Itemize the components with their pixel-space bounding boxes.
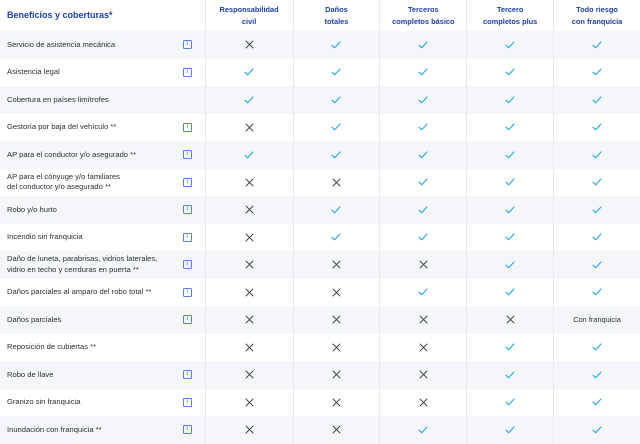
info-icon[interactable]: i [183,315,192,324]
check-icon [331,68,341,76]
check-icon [505,398,515,406]
row-label: Inundación con franquicia ** [7,424,102,434]
check-icon [331,123,341,131]
check-icon [592,371,602,379]
info-icon[interactable]: i [183,150,192,159]
info-icon[interactable]: i [183,205,192,214]
cross-icon [332,315,341,324]
check-icon [592,206,602,214]
cross-icon [332,398,341,407]
cross-icon [245,123,254,132]
column-header: Tercero completos plus [466,0,553,31]
table-body [0,31,640,444]
check-icon [505,261,515,269]
cross-icon [245,233,254,242]
check-icon [592,398,602,406]
check-icon [331,233,341,241]
cross-icon [332,178,341,187]
table-header [0,0,640,31]
info-icon[interactable]: i [183,370,192,379]
cross-icon [332,343,341,352]
check-icon [418,41,428,49]
check-icon [592,261,602,269]
check-icon [505,96,515,104]
row-label: Cobertura en países limítrofes [7,94,109,104]
info-icon[interactable]: i [183,425,192,434]
row-label: Daño de luneta, parabrisas, vidrios laterales, vidrio en techo y cerrduras en puerta ** [7,254,158,274]
table-row [0,86,640,114]
check-icon [592,343,602,351]
check-icon [592,41,602,49]
row-label: AP para el conductor y/o asegurado ** [7,149,137,159]
table-row [0,416,640,444]
check-icon [592,233,602,241]
row-label: Gestoría por baja del vehículo ** [7,122,117,131]
cross-icon [419,315,428,324]
check-icon [331,206,341,214]
cross-icon [332,370,341,379]
table-row [0,306,640,334]
check-icon [505,41,515,49]
check-icon [331,41,341,49]
table-row [0,279,640,307]
check-icon [592,68,602,76]
cross-icon [245,40,254,49]
row-label: Reposición de cubiertas ** [7,342,97,351]
check-icon [592,426,602,434]
info-icon[interactable]: i [183,68,192,77]
row-label: Daños parciales al amparo del robo total ** [7,287,152,296]
check-icon [418,206,428,214]
cross-icon [332,425,341,434]
table-title: Beneficios y coberturas* [7,10,113,21]
check-icon [592,96,602,104]
table-row [0,251,640,279]
check-icon [505,206,515,214]
check-icon [505,343,515,351]
cross-icon [245,288,254,297]
check-icon [592,178,602,186]
check-icon [505,68,515,76]
cross-icon [419,260,428,269]
table-row [0,141,640,169]
cross-icon [245,178,254,187]
check-icon [418,233,428,241]
check-icon [244,151,254,159]
table-row [0,389,640,417]
cross-icon [245,425,254,434]
check-icon [505,371,515,379]
cross-icon [419,398,428,407]
column-header: Responsabilidad civil [205,0,293,31]
table-row [0,59,640,87]
table-row [0,114,640,142]
column-header: Daños totales [293,0,380,31]
row-label: Asistencia legal [7,67,60,76]
cross-icon [245,315,254,324]
check-icon [418,426,428,434]
table-row [0,334,640,362]
cross-icon [332,288,341,297]
check-icon [592,151,602,159]
info-icon[interactable]: i [183,260,192,269]
column-header: Todo riesgo con franquicia [553,0,640,31]
table-row [0,361,640,389]
check-icon [505,178,515,186]
check-icon [505,233,515,241]
info-icon[interactable]: i [183,233,192,242]
cross-icon [419,343,428,352]
check-icon [418,123,428,131]
row-label: AP para el cónyuge y/o familiares del conductor y/o asegurado ** [7,171,120,192]
check-icon [244,96,254,104]
info-icon[interactable]: i [183,123,192,132]
check-icon [505,288,515,296]
check-icon [505,426,515,434]
check-icon [331,96,341,104]
info-icon[interactable]: i [183,288,192,297]
check-icon [418,288,428,296]
row-label: Incendio sin franquicia [7,232,83,241]
check-icon [418,178,428,186]
table-row [0,224,640,252]
check-icon [592,123,602,131]
info-icon[interactable]: i [183,398,192,407]
row-label: Robo de llave [7,369,54,379]
row-label: Robo y/o hurto [7,204,57,214]
cross-icon [419,370,428,379]
check-icon [418,68,428,76]
row-label: Servicio de asistencia mecánica [7,39,116,49]
cell-text: Con franquicia [553,306,640,334]
check-icon [418,96,428,104]
check-icon [418,151,428,159]
check-icon [592,288,602,296]
info-icon[interactable]: i [183,178,192,187]
table-row [0,169,640,197]
cross-icon [245,398,254,407]
info-icon[interactable]: i [183,40,192,49]
column-header: Terceros completos básico [379,0,466,31]
row-label: Granizo sin franquicia [7,397,81,406]
cross-icon [506,315,515,324]
cross-icon [245,260,254,269]
table-row [0,31,640,59]
cross-icon [245,205,254,214]
check-icon [505,123,515,131]
table-row [0,196,640,224]
cross-icon [245,370,254,379]
check-icon [244,68,254,76]
cross-icon [245,343,254,352]
row-label: Daños parciales [7,314,62,324]
cross-icon [332,260,341,269]
check-icon [505,151,515,159]
check-icon [331,151,341,159]
